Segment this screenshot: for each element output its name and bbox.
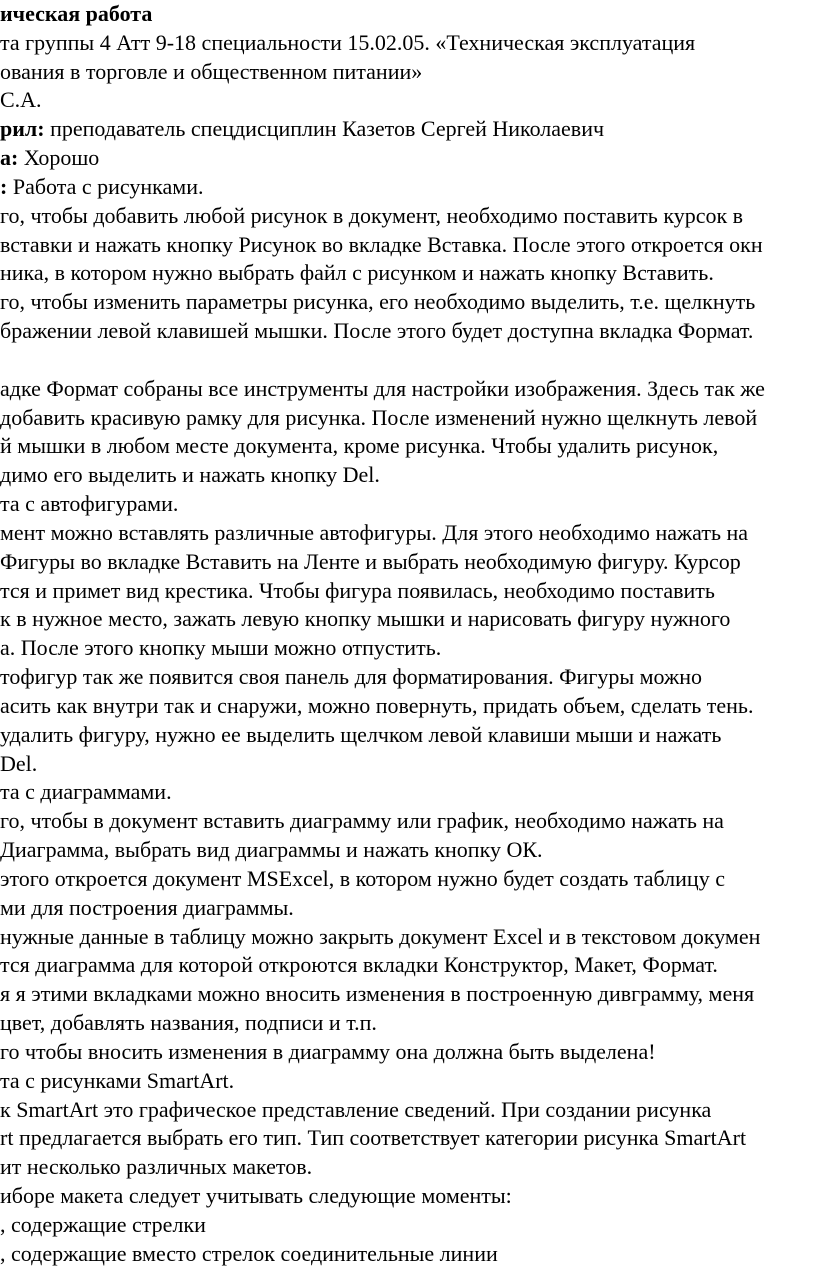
document-text-line	[0, 837, 543, 863]
document-page	[0, 1, 816, 1266]
document-text-line	[0, 1154, 312, 1180]
document-text-line	[0, 30, 695, 56]
line-text: иборе макета следует учитывать следующие моменты:	[0, 1183, 512, 1209]
document-text-line	[0, 924, 760, 950]
document-text-line	[0, 491, 178, 517]
line-text: к SmartArt это графическое представление сведений. При создании рисунка	[0, 1096, 712, 1122]
line-text: Работа с рисунками.	[7, 173, 204, 199]
line-text: ит несколько различных макетов.	[0, 1154, 313, 1180]
document-text-line	[0, 145, 99, 171]
document-text-line	[0, 952, 718, 978]
line-text: го, чтобы изменить параметры рисунка, его необходимо выделить, т.е. щелкнуть	[0, 289, 756, 315]
line-text: , содержащие стрелки	[0, 1211, 206, 1237]
line-text: а. После этого кнопку мыши можно отпустить.	[0, 635, 442, 661]
document-text-line	[0, 59, 422, 85]
line-bold-label: ическая работа	[0, 1, 153, 26]
document-text-line	[0, 693, 753, 719]
document-text-line	[0, 232, 763, 258]
document-text-line	[0, 895, 294, 921]
line-text: цвет, добавлять названия, подписи и т.п.	[0, 1010, 377, 1036]
line-text: ми для построения диаграммы.	[0, 894, 294, 920]
line-text: удалить фигуру, нужно ее выделить щелчком левой клавиши мыши и нажать	[0, 721, 722, 747]
line-text: й мышки в любом месте документа, кроме рисунка. Чтобы удалить рисунок,	[0, 433, 719, 459]
line-text: асить как внутри так и снаружи, можно повернуть, придать объем, сделать тень.	[0, 692, 754, 718]
line-text: адке Формат собраны все инструменты для настройки изображения. Здесь так же	[0, 375, 765, 401]
line-text: го, чтобы в документ вставить диаграмму или график, необходимо нажать на	[0, 808, 724, 834]
line-text: rt предлагается выбрать его тип. Тип соответствует категории рисунка SmartArt	[0, 1125, 747, 1151]
document-text-line	[0, 1039, 656, 1065]
document-text-line	[0, 808, 724, 834]
line-text: го, чтобы добавить любой рисунок в документ, необходимо поставить курсок в	[0, 202, 744, 228]
document-text-line	[0, 87, 42, 113]
document-text-line	[0, 1241, 498, 1267]
document-text-line	[0, 981, 754, 1007]
document-text-line	[0, 635, 441, 661]
line-text: вставки и нажать кнопку Рисунок во вкладке Вставка. После этого откроется окн	[0, 231, 763, 257]
document-text-line	[0, 578, 715, 604]
document-text-line	[0, 376, 765, 402]
line-text: ования в торговле и общественном питании»	[0, 58, 423, 84]
line-text: преподаватель спецдисциплин Казетов Сергей Николаевич	[44, 116, 605, 142]
document-text-line	[0, 203, 743, 229]
document-text-line	[0, 260, 714, 286]
document-text-line	[0, 116, 604, 142]
line-bold-label: :	[0, 173, 8, 199]
document-text-line	[0, 722, 721, 748]
line-text: та с диаграммами.	[0, 779, 172, 805]
document-text-line	[0, 549, 741, 575]
line-text: добавить красивую рамку для рисунка. После изменений нужно щелкнуть левой	[0, 404, 758, 430]
document-text-line	[0, 1068, 234, 1094]
line-text: Del.	[0, 750, 38, 776]
line-text: , содержащие вместо стрелок соединительные линии	[0, 1240, 498, 1266]
document-text-line	[0, 462, 380, 488]
line-text: мент можно вставлять различные автофигуры. Для этого необходимо нажать на	[0, 519, 749, 545]
line-text: та группы 4 Атт 9-18 специальности 15.02.05. «Техническая эксплуатация	[0, 29, 696, 55]
document-text-line	[0, 664, 702, 690]
line-text: та с автофигурами.	[0, 491, 179, 517]
document-text-line	[0, 1, 152, 27]
document-text-line	[0, 751, 37, 777]
document-text-line	[0, 1125, 746, 1151]
document-text-line	[0, 1097, 711, 1123]
line-text: С.А.	[0, 87, 42, 113]
line-text: ника, в котором нужно выбрать файл с рисунком и нажать кнопку Вставить.	[0, 260, 714, 286]
line-text: тся и примет вид крестика. Чтобы фигура появилась, необходимо поставить	[0, 577, 715, 603]
line-text: бражении левой клавишей мышки. После этого будет доступна вкладка Формат.	[0, 318, 754, 344]
document-text-line	[0, 318, 753, 344]
document-text-line	[0, 405, 757, 431]
document-text-line	[0, 174, 203, 200]
line-text: нужные данные в таблицу можно закрыть документ Excel и в текстовом докумен	[0, 923, 761, 949]
line-bold-label: рил:	[0, 116, 45, 142]
line-text: я я этими вкладками можно вносить изменения в построенную дивграмму, меня	[0, 981, 755, 1007]
document-text-line	[0, 1212, 206, 1238]
line-text: Диаграмма, выбрать вид диаграммы и нажать кнопку ОК.	[0, 837, 543, 863]
document-text-line	[0, 433, 718, 459]
document-text-line	[0, 520, 748, 546]
line-text: Хорошо	[18, 145, 100, 171]
line-bold-label: а:	[0, 145, 19, 171]
document-text-line	[0, 606, 730, 632]
line-text: тся диаграмма для которой откроются вкладки Конструктор, Макет, Формат.	[0, 952, 718, 978]
document-text-line	[0, 866, 725, 892]
line-text: этого откроется документ MSExcel, в котором нужно будет создать таблицу с	[0, 865, 725, 891]
line-text: тофигур так же появится своя панель для форматирования. Фигуры можно	[0, 664, 702, 690]
line-text: го чтобы вносить изменения в диаграмму она должна быть выделена!	[0, 1038, 656, 1064]
line-text: к в нужное место, зажать левую кнопку мышки и нарисовать фигуру нужного	[0, 606, 731, 632]
document-text-line	[0, 1010, 377, 1036]
document-text-line	[0, 779, 172, 805]
document-text-line	[0, 289, 755, 315]
document-text-line	[0, 1183, 512, 1209]
line-text: Фигуры во вкладке Вставить на Ленте и выбрать необходимую фигуру. Курсор	[0, 548, 741, 574]
line-text: та с рисунками SmartArt.	[0, 1067, 235, 1093]
line-text: димо его выделить и нажать кнопку Del.	[0, 462, 380, 488]
